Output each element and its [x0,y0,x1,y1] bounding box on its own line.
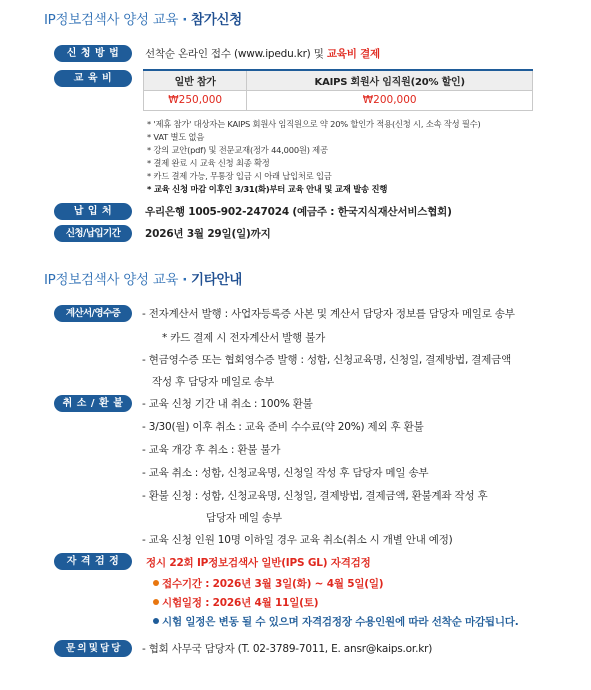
label-deadline: 신청/납입기간 [54,225,132,242]
certification-item-3-text: 시험 일정은 변동 될 수 있으며 자격검정장 수용인원에 따라 선착순 마감됩니다. [162,616,519,628]
refund-line-6: 담당자 메일 송부 [206,512,282,524]
certification-title: 정시 22회 IP정보검색사 일반(IPS GL) 자격검정 [146,557,371,569]
certification-item-3 [153,614,519,629]
certification-item-2 [153,595,318,610]
title-dot: · [182,272,188,288]
deadline-text: 2026년 3월 29일(일)까지 [145,228,271,240]
receipt-line-3: - 현금영수증 또는 협회영수증 발행 : 성함, 신청교육명, 신청일, 결제방법, 결제금액 [142,354,512,366]
orange-dot-icon [153,580,159,586]
label-fee: 교 육 비 [54,70,132,87]
fee-value-member: ₩200,000 [247,90,533,110]
section-title-prefix: IP정보검색사 양성 교육 [44,12,179,28]
fee-note-1: * '제휴 참가' 대상자는 KAIPS 회원사 임직원으로 약 20% 할인가 적용(신청 시, 소속 작성 필수) [147,119,481,129]
fee-note-5: * 카드 결제 가능, 무통장 입금 시 아래 납입처로 입금 [147,171,332,181]
section-title-prefix: IP정보검색사 양성 교육 [44,272,179,288]
label-certification: 자 격 검 정 [54,553,132,570]
apply-method-text [145,46,380,61]
fee-value-general: ₩250,000 [144,90,247,110]
section-title-apply [44,8,242,28]
receipt-line-1: - 전자계산서 발행 : 사업자등록증 사본 및 계산서 담당자 정보를 담당자 메일로 송부 [142,308,515,320]
certification-item-1 [153,576,383,591]
refund-line-2: - 3/30(월) 이후 취소 : 교육 준비 수수료(약 20%) 제외 후 환불 [142,421,424,433]
label-contact: 문 의 및 담 당 [54,640,132,657]
blue-dot-icon [153,618,159,624]
fee-col-member: KAIPS 회원사 임직원(20% 할인) [247,70,533,90]
orange-dot-icon [153,599,159,605]
refund-line-4: - 교육 취소 : 성함, 신청교육명, 신청일 작성 후 담당자 메일 송부 [142,467,429,479]
section-title-emph: 참가신청 [191,12,242,28]
certification-item-2-text: 시험일정 : 2026년 4월 11일(토) [162,597,319,609]
contact-text: - 협회 사무국 담당자 (T. 02-3789-7011, E. ansr@kaips.or.kr) [142,643,433,655]
apply-method-main: 선착순 온라인 접수 (www.ipedu.kr) 및 [145,48,324,60]
apply-method-highlight: 교육비 결제 [326,48,380,60]
fee-table-header [144,70,533,90]
fee-note-bold: * 교육 신청 마감 이후인 3/31(화)부터 교육 안내 및 교재 발송 진행 [147,184,388,194]
refund-line-7: - 교육 신청 인원 10명 이하일 경우 교육 취소(취소 시 개별 안내 예정) [142,534,453,546]
payment-account-text: 우리은행 1005-902-247024 (예금주 : 한국지식재산서비스협회) [145,206,452,218]
refund-line-5: - 환불 신청 : 성함, 신청교육명, 신청일, 결제방법, 결제금액, 환불계좌 작성 후 [142,490,488,502]
certification-item-1-text: 접수기간 : 2026년 3월 3일(화) ~ 4월 5일(일) [162,578,384,590]
fee-table [143,69,533,111]
fee-note-3: * 강의 교안(pdf) 및 전문교재(정가 44,000원) 제공 [147,145,328,155]
fee-note-4: * 결제 완료 시 교육 신청 최종 확정 [147,158,270,168]
label-refund: 취 소 / 환 불 [54,395,132,412]
label-receipt: 계산서/영수증 [54,305,132,322]
receipt-line-4: 작성 후 담당자 메일로 송부 [152,376,274,388]
refund-line-3: - 교육 개강 후 취소 : 환불 불가 [142,444,281,456]
section-title-emph: 기타안내 [191,272,242,288]
refund-line-1: - 교육 신청 기간 내 취소 : 100% 환불 [142,398,313,410]
fee-table-row [144,90,533,110]
label-apply-method: 신 청 방 법 [54,45,132,62]
fee-note-2: * VAT 별도 없음 [147,132,205,142]
section-title-other [44,268,242,288]
label-payment-account: 납 입 처 [54,203,132,220]
receipt-line-2: * 카드 결제 시 전자계산서 발행 불가 [162,332,326,344]
title-dot: · [182,12,188,28]
fee-col-general: 일반 참가 [144,70,247,90]
